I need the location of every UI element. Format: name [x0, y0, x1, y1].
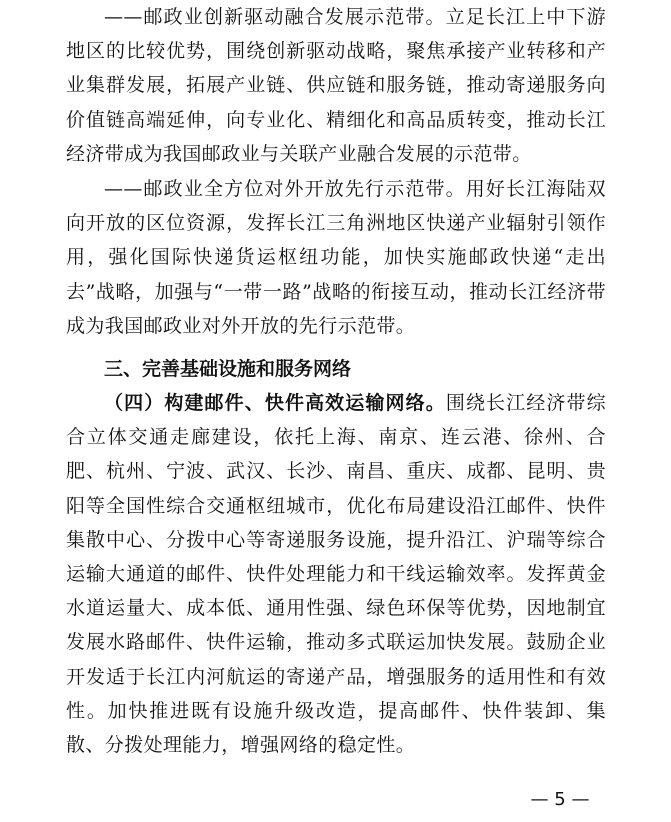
- page-number: — 5 —: [530, 789, 590, 810]
- paragraph-transport-network: [66, 386, 606, 762]
- subsection-lead: （四）构建邮件、快件高效运输网络。: [104, 392, 446, 414]
- section-heading: 三、完善基础设施和服务网络: [104, 358, 352, 380]
- paragraph-opening-up-demo-belt: ——邮政业全方位对外开放先行示范带。用好长江海陆双向开放的区位资源，发挥长江三角洲地区快递产业辐射引领作用，强化国际快递货运枢纽功能，加快实施邮政快递“走出去”战略，加强与“一带一路”战略的衔接互动，推动长江经济带成为我国邮政业对外开放的先行示范带。: [66, 178, 606, 337]
- subsection-body: 围绕长江经济带综合立体交通走廊建设，依托上海、南京、连云港、徐州、合肥、杭州、宁波、武汉、长沙、南昌、重庆、成都、昆明、贵阳等全国性综合交通枢纽城市，优化布局建设沿江邮件、快件集散中心、分拨中心等寄递服务设施，提升沿江、沪瑞等综合运输大通道的邮件、快件处理能力和干线运输效率。发挥黄金水道运量大、成本低、通用性强、绿色环保等优势，因地制宜发展水路邮件、快件运输，推动多式联运加快发展。鼓励企业开发适于长江内河航运的寄递产品，增强服务的适用性和有效性。加快推进既有设施升级改造，提高邮件、快件装卸、集散、分拨处理能力，增强网络的稳定性。: [66, 392, 606, 757]
- paragraph-innovation-demo-belt: ——邮政业创新驱动融合发展示范带。立足长江上中下游地区的比较优势，围绕创新驱动战略，聚焦承接产业转移和产业集群发展，拓展产业链、供应链和服务链，推动寄递服务向价值链高端延伸，向专业化、精细化和高品质转变，推动长江经济带成为我国邮政业与关联产业融合发展的示范带。: [66, 6, 606, 165]
